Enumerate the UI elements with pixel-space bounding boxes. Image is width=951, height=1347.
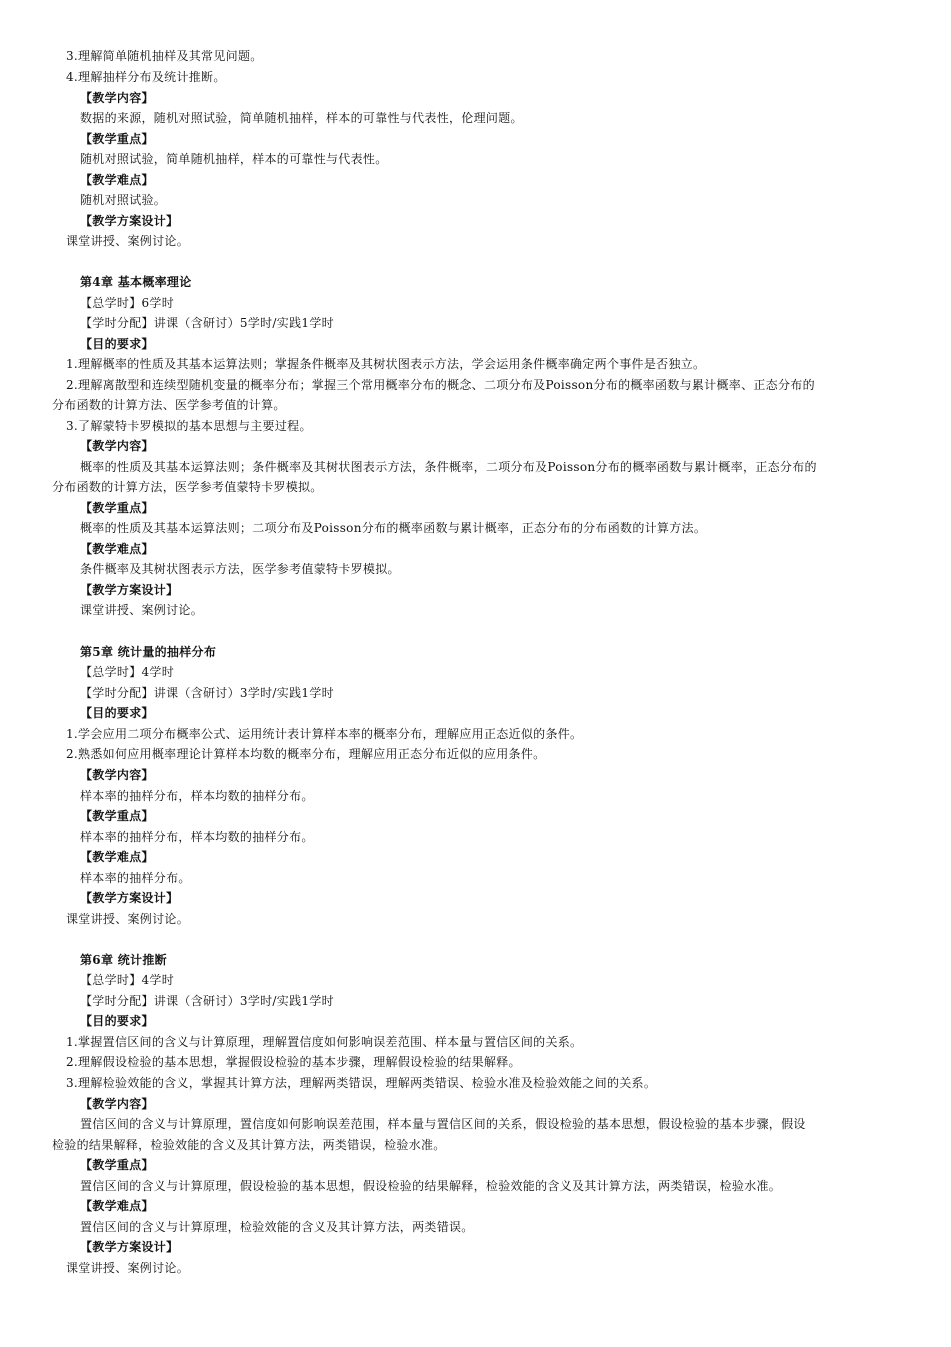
paragraph: 随机对照试验。 (80, 193, 167, 207)
section-heading: 【教学方案设计】 (80, 214, 179, 228)
paragraph: 置信区间的含义与计算原理，假设检验的基本思想，假设检验的结果解释，检验效能的含义及其计算方法，两类错误，检验水准。 (80, 1179, 782, 1193)
hours-total: 【总学时】6学时 (80, 296, 175, 310)
chapter-title: 第5章 统计量的抽样分布 (80, 645, 217, 659)
paragraph-continued: 分布函数的计算方法，医学参考值蒙特卡罗模拟。 (52, 480, 323, 494)
section-heading: 【教学重点】 (80, 132, 154, 146)
chapter-title: 第4章 基本概率理论 (80, 275, 192, 289)
section-heading: 【教学内容】 (80, 91, 154, 105)
section-heading: 【教学重点】 (80, 501, 154, 515)
objective-item: 1.掌握置信区间的含义与计算原理，理解置信度如何影响误差范围、样本量与置信区间的关系。 (66, 1035, 583, 1049)
objective-item: 3.了解蒙特卡罗模拟的基本思想与主要过程。 (66, 419, 312, 433)
paragraph: 课堂讲授、案例讨论。 (80, 603, 204, 617)
section-heading: 【教学方案设计】 (80, 891, 179, 905)
hours-allocation: 【学时分配】讲课（含研讨）5学时/实践1学时 (80, 316, 334, 330)
objective-item: 1.理解概率的性质及其基本运算法则；掌握条件概率及其树状图表示方法，学会运用条件概率确定两个事件是否独立。 (66, 357, 706, 371)
paragraph: 样本率的抽样分布。 (80, 871, 191, 885)
objective-item: 3.理解简单随机抽样及其常见问题。 (66, 49, 263, 63)
section-heading: 【目的要求】 (80, 706, 154, 720)
objective-item: 2.理解离散型和连续型随机变量的概率分布；掌握三个常用概率分布的概念、二项分布及Poisson分布的概率函数与累计概率、正态分布的 (66, 378, 815, 392)
paragraph: 条件概率及其树状图表示方法，医学参考值蒙特卡罗模拟。 (80, 562, 400, 576)
objective-item: 3.理解检验效能的含义，掌握其计算方法，理解两类错误，理解两类错误、检验水准及检验效能之间的关系。 (66, 1076, 657, 1090)
hours-allocation: 【学时分配】讲课（含研讨）3学时/实践1学时 (80, 686, 334, 700)
section-heading: 【教学难点】 (80, 850, 154, 864)
paragraph: 概率的性质及其基本运算法则；二项分布及Poisson分布的概率函数与累计概率，正态分布的分布函数的计算方法。 (80, 521, 707, 535)
section-heading: 【教学重点】 (80, 1158, 154, 1172)
paragraph: 数据的来源，随机对照试验，简单随机抽样，样本的可靠性与代表性，伦理问题。 (80, 111, 523, 125)
paragraph: 置信区间的含义与计算原理，置信度如何影响误差范围，样本量与置信区间的关系，假设检验的基本思想，假设检验的基本步骤，假设 (80, 1117, 806, 1131)
paragraph: 样本率的抽样分布，样本均数的抽样分布。 (80, 789, 314, 803)
paragraph: 课堂讲授、案例讨论。 (66, 912, 190, 926)
paragraph: 概率的性质及其基本运算法则；条件概率及其树状图表示方法，条件概率，二项分布及Poisson分布的概率函数与累计概率，正态分布的 (80, 460, 817, 474)
objective-item: 4.理解抽样分布及统计推断。 (66, 70, 226, 84)
paragraph-continued: 检验的结果解释，检验效能的含义及其计算方法，两类错误，检验水准。 (52, 1138, 446, 1152)
objective-item: 1.学会应用二项分布概率公式、运用统计表计算样本率的概率分布，理解应用正态近似的条件。 (66, 727, 583, 741)
section-heading: 【教学难点】 (80, 173, 154, 187)
hours-total: 【总学时】4学时 (80, 665, 175, 679)
paragraph: 置信区间的含义与计算原理，检验效能的含义及其计算方法，两类错误。 (80, 1220, 474, 1234)
section-heading: 【教学方案设计】 (80, 1240, 179, 1254)
hours-total: 【总学时】4学时 (80, 973, 175, 987)
section-heading: 【目的要求】 (80, 337, 154, 351)
section-heading: 【教学内容】 (80, 1097, 154, 1111)
section-heading: 【教学方案设计】 (80, 583, 179, 597)
paragraph: 随机对照试验，简单随机抽样，样本的可靠性与代表性。 (80, 152, 388, 166)
hours-allocation: 【学时分配】讲课（含研讨）3学时/实践1学时 (80, 994, 334, 1008)
objective-item-continued: 分布函数的计算方法、医学参考值的计算。 (52, 398, 286, 412)
paragraph: 课堂讲授、案例讨论。 (66, 234, 190, 248)
section-heading: 【教学难点】 (80, 1199, 154, 1213)
section-heading: 【教学重点】 (80, 809, 154, 823)
section-heading: 【教学内容】 (80, 768, 154, 782)
section-heading: 【教学难点】 (80, 542, 154, 556)
section-heading: 【目的要求】 (80, 1014, 154, 1028)
paragraph: 样本率的抽样分布，样本均数的抽样分布。 (80, 830, 314, 844)
section-heading: 【教学内容】 (80, 439, 154, 453)
chapter-title: 第6章 统计推断 (80, 953, 167, 967)
objective-item: 2.熟悉如何应用概率理论计算样本均数的概率分布，理解应用正态分布近似的应用条件。 (66, 747, 546, 761)
paragraph: 课堂讲授、案例讨论。 (66, 1261, 190, 1275)
objective-item: 2.理解假设检验的基本思想，掌握假设检验的基本步骤，理解假设检验的结果解释。 (66, 1055, 521, 1069)
